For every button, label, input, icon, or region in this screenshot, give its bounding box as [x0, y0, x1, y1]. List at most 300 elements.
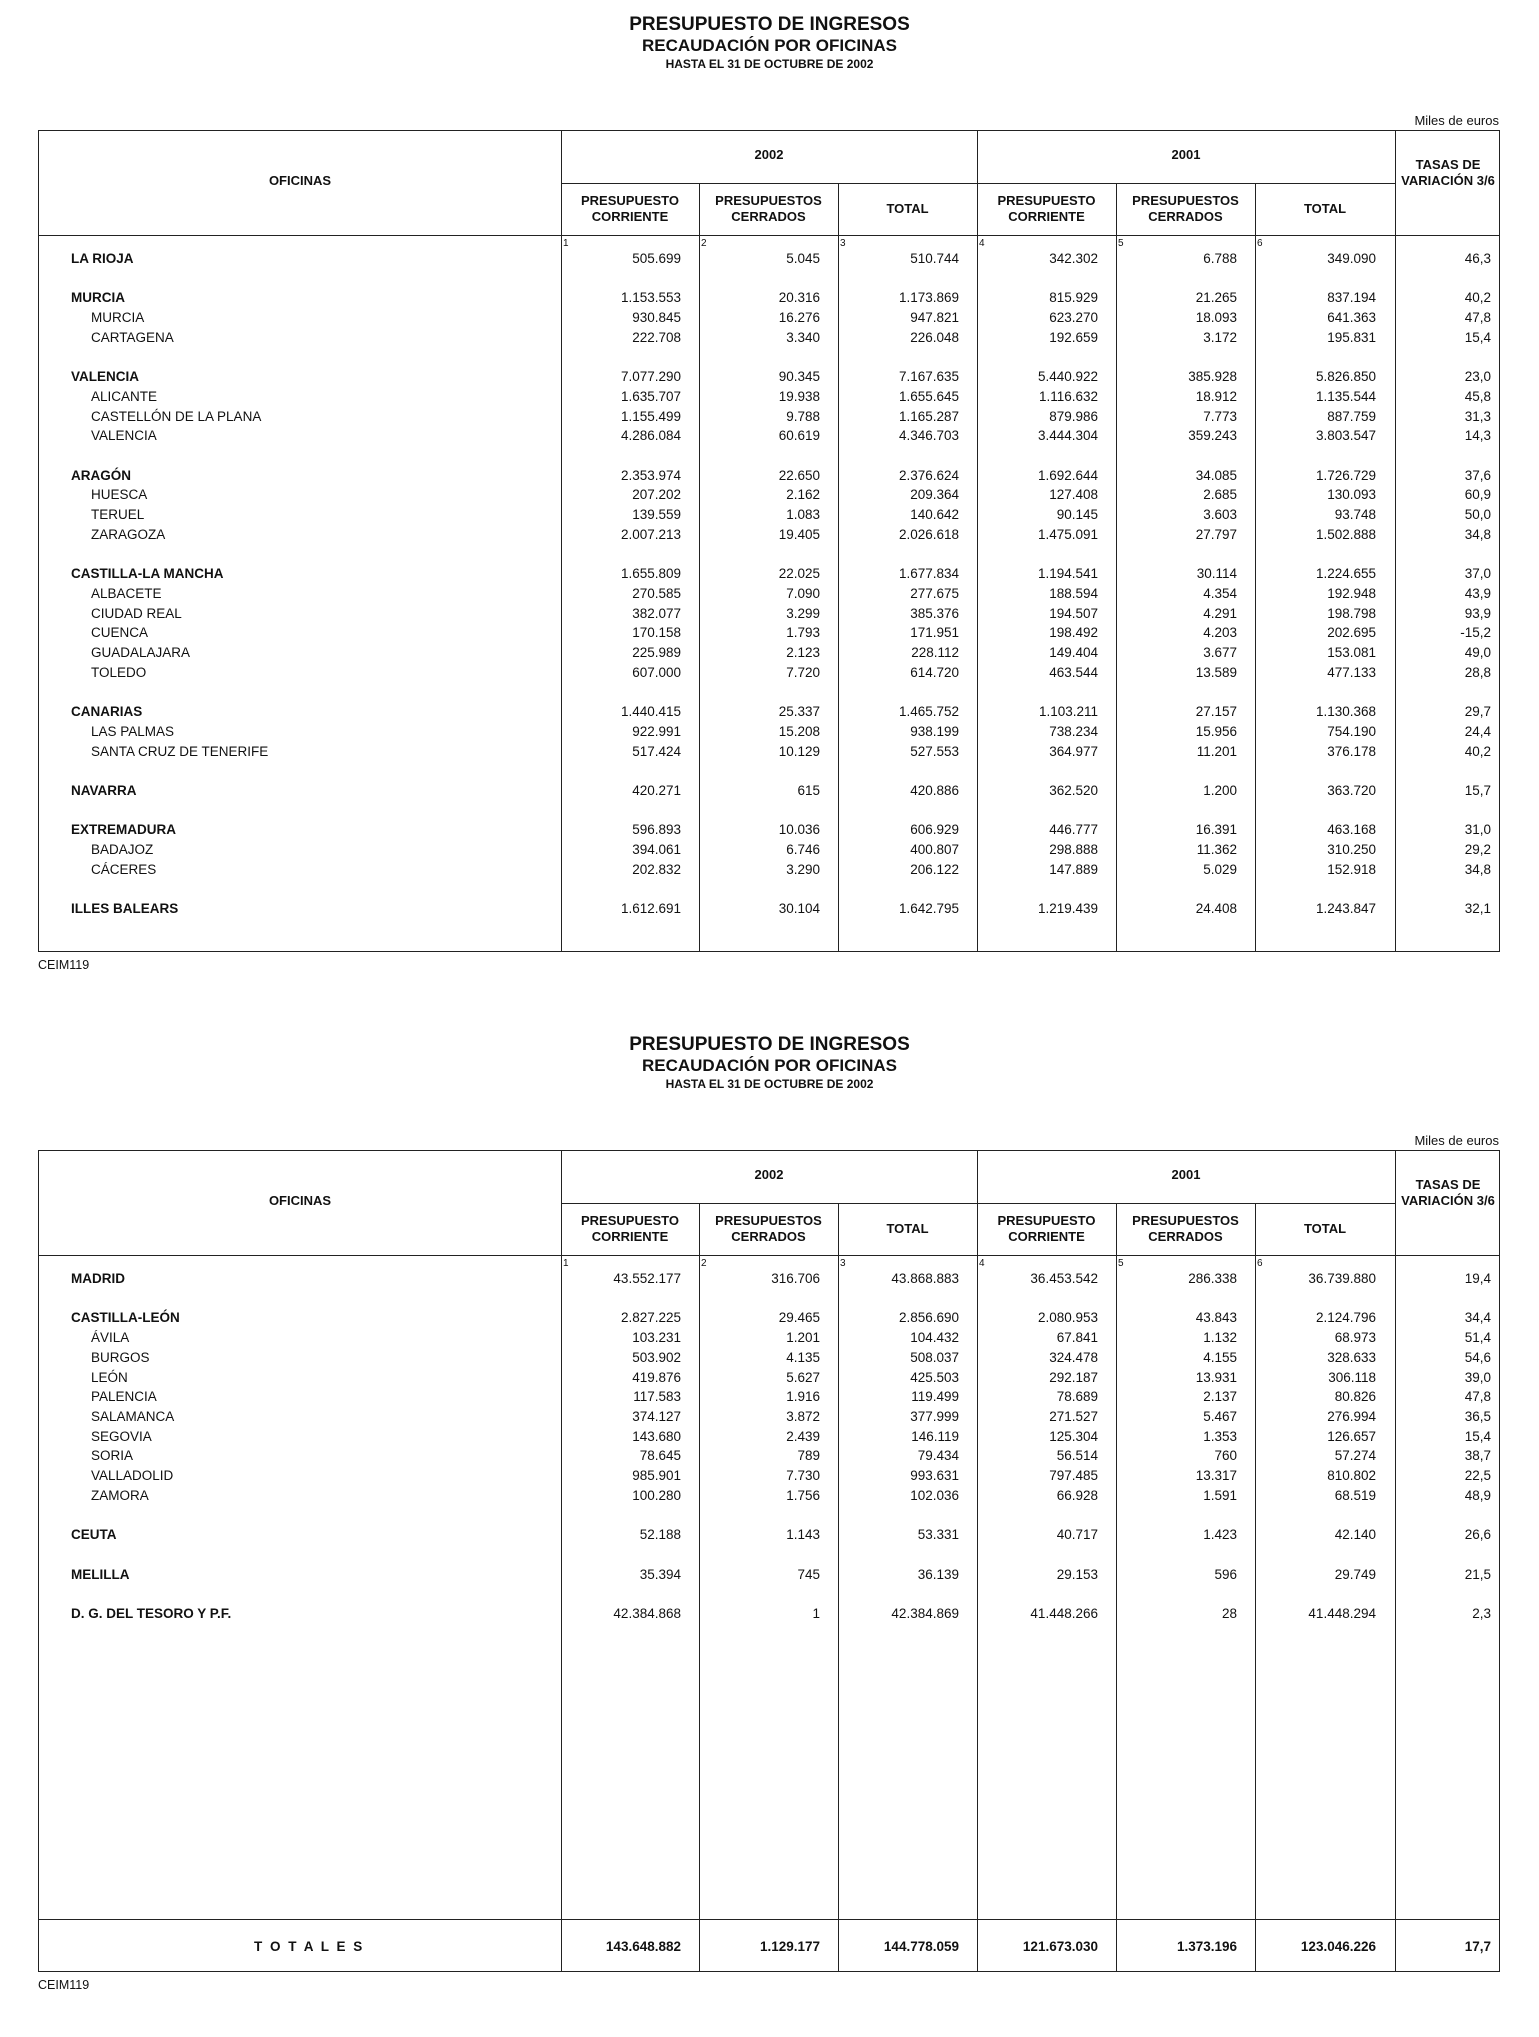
office-name: CIUDAD REAL [91, 605, 182, 621]
cell-value: 2,3 [1472, 1605, 1491, 1621]
cell-value: 39,0 [1464, 1369, 1491, 1385]
header-tasas-variacion: TASAS DE VARIACIÓN 3/6 [1401, 157, 1495, 188]
title-block [0, 14, 1539, 72]
cell-value: 19.938 [778, 388, 820, 404]
cell-value: 194.507 [1049, 605, 1098, 621]
cell-value: 78.689 [1056, 1389, 1098, 1405]
cell-value: 147.889 [1049, 861, 1098, 877]
page-date: HASTA EL 31 DE OCTUBRE DE 2002 [665, 1077, 874, 1091]
cell-value: 477.133 [1327, 664, 1376, 680]
header-year-2002: 2002 [754, 147, 784, 162]
cell-value: 364.977 [1049, 743, 1098, 759]
table-row [39, 487, 1499, 505]
office-name: NAVARRA [71, 782, 137, 798]
cell-value: 29.465 [778, 1310, 820, 1326]
table-row [39, 1488, 1499, 1506]
cell-value: 19.405 [778, 526, 820, 542]
cell-value: 505.699 [632, 251, 681, 266]
cell-value: 102.036 [910, 1487, 959, 1503]
cell-value: 3.803.547 [1315, 428, 1376, 444]
cell-value: 139.559 [632, 507, 681, 523]
cell-value: 1.655.645 [898, 388, 959, 404]
cell-value: 4.354 [1203, 585, 1237, 601]
office-name: MELILLA [71, 1566, 130, 1582]
cell-value: 754.190 [1327, 723, 1376, 739]
cell-value: 2.080.953 [1037, 1310, 1098, 1326]
cell-value: 222.708 [632, 329, 681, 345]
cell-value: 310.250 [1327, 842, 1376, 857]
cell-value: 596.893 [632, 822, 681, 838]
cell-value: 43.552.177 [613, 1271, 681, 1286]
cell-value: 1.224.655 [1315, 566, 1376, 582]
cell-value: 42.384.869 [891, 1605, 959, 1621]
cell-value: 41.448.294 [1308, 1605, 1376, 1621]
cell-value: 50,0 [1464, 507, 1491, 523]
cell-value: 34.085 [1195, 467, 1237, 483]
cell-value: 170.158 [632, 625, 681, 641]
table-row [39, 842, 1499, 860]
cell-value: 363.720 [1327, 782, 1376, 798]
cell-value: 1.635.707 [620, 388, 681, 404]
header-total: TOTAL [1303, 1221, 1347, 1236]
cell-value: 2.007.213 [620, 526, 681, 542]
cell-value: 16.391 [1195, 822, 1237, 838]
cell-value: 1.219.439 [1037, 901, 1098, 917]
office-name: CASTILLA-LEÓN [71, 1310, 180, 1326]
cell-value: 641.363 [1327, 310, 1376, 326]
cell-value: 13.317 [1195, 1468, 1237, 1483]
cell-value: 35.394 [639, 1566, 681, 1582]
table-row [39, 409, 1499, 427]
header-total: TOTAL [886, 1221, 929, 1236]
header-divider [39, 235, 1499, 236]
cell-value: 5.045 [786, 251, 820, 266]
cell-value: 202.832 [632, 861, 681, 877]
cell-value: 36.739.880 [1308, 1271, 1376, 1286]
cell-value: 11.362 [1196, 842, 1237, 857]
cell-value: 1.116.632 [1038, 388, 1098, 404]
title-block [0, 1034, 1539, 1092]
office-name: ZARAGOZA [91, 526, 166, 542]
cell-value: 202.695 [1327, 625, 1376, 641]
cell-value: 171.951 [910, 625, 959, 641]
cell-value: 815.929 [1049, 290, 1098, 306]
cell-value: 887.759 [1327, 408, 1376, 424]
column-number: 1 [563, 238, 569, 249]
column-number: 1 [563, 1258, 569, 1269]
office-name: SALAMANCA [91, 1408, 175, 1424]
table-row [39, 1409, 1499, 1427]
cell-value: 1.083 [786, 507, 820, 523]
header-presupuesto-corriente: PRESUPUESTO CORRIENTE [580, 1213, 679, 1244]
cell-value: 623.270 [1049, 310, 1098, 326]
header-divider [561, 183, 1395, 184]
cell-value: 1.677.834 [898, 566, 959, 582]
cell-value: 276.994 [1327, 1408, 1376, 1424]
table-row [39, 1567, 1499, 1585]
cell-value: 4.286.084 [620, 428, 681, 444]
cell-value: 79.434 [917, 1448, 959, 1464]
cell-value: 34,8 [1464, 861, 1491, 877]
totals-value: 121.673.030 [1022, 1939, 1098, 1954]
data-table [38, 130, 1500, 952]
office-name: D. G. DEL TESORO Y P.F. [71, 1605, 232, 1621]
cell-value: 1.726.729 [1315, 467, 1376, 483]
cell-value: 1.465.752 [898, 704, 959, 720]
cell-value: 1.201 [786, 1330, 820, 1346]
cell-value: 797.485 [1049, 1468, 1098, 1483]
cell-value: 1.153.553 [620, 290, 681, 306]
cell-value: 34,8 [1464, 526, 1491, 542]
cell-value: 1.353 [1203, 1428, 1237, 1444]
office-name: SEGOVIA [91, 1428, 152, 1444]
office-name: CARTAGENA [91, 329, 174, 345]
cell-value: 104.432 [910, 1330, 959, 1346]
cell-value: 13.931 [1195, 1369, 1237, 1385]
cell-value: 1.440.415 [620, 704, 681, 720]
data-table [38, 1150, 1500, 1972]
cell-value: 15,7 [1464, 782, 1491, 798]
table-row [39, 645, 1499, 663]
cell-value: 29.749 [1334, 1566, 1376, 1582]
cell-value: 879.986 [1049, 408, 1098, 424]
totals-value: 17,7 [1464, 1939, 1491, 1954]
cell-value: 400.807 [910, 842, 959, 857]
cell-value: 6.746 [786, 842, 820, 857]
cell-value: 15,4 [1464, 329, 1491, 345]
cell-value: 42.384.868 [613, 1605, 681, 1621]
cell-value: 22,5 [1464, 1468, 1491, 1483]
table-row [39, 527, 1499, 545]
cell-value: 24.408 [1195, 901, 1237, 917]
office-name: EXTREMADURA [71, 822, 177, 838]
cell-value: 24,4 [1464, 723, 1491, 739]
cell-value: 48,9 [1464, 1487, 1491, 1503]
cell-value: 7.090 [786, 585, 820, 601]
cell-value: 40.717 [1056, 1527, 1098, 1543]
cell-value: 100.280 [632, 1487, 681, 1503]
header-presupuestos-cerrados: PRESUPUESTOS CERRADOS [1132, 1213, 1239, 1244]
office-name: ALICANTE [91, 388, 158, 404]
cell-value: 2.856.690 [898, 1310, 959, 1326]
cell-value: 14,3 [1464, 428, 1491, 444]
table-row [39, 290, 1499, 308]
office-name: GUADALAJARA [91, 645, 191, 660]
table-row [39, 330, 1499, 348]
table-row [39, 822, 1499, 840]
cell-value: 54,6 [1464, 1349, 1491, 1365]
cell-value: 2.124.796 [1315, 1310, 1376, 1326]
header-total: TOTAL [1303, 201, 1347, 216]
office-name: ALBACETE [91, 585, 162, 601]
cell-value: 125.304 [1049, 1428, 1098, 1444]
cell-value: 15.208 [778, 723, 820, 739]
cell-value: 527.553 [910, 743, 959, 759]
table-row [39, 468, 1499, 486]
cell-value: 6.788 [1203, 251, 1237, 266]
header-divider [561, 1203, 1395, 1204]
cell-value: 18.912 [1195, 388, 1237, 404]
office-name: CASTELLÓN DE LA PLANA [91, 408, 262, 424]
totals-value: 144.778.059 [883, 1939, 959, 1954]
cell-value: 34,4 [1464, 1310, 1491, 1326]
cell-value: 149.404 [1049, 645, 1098, 660]
cell-value: 985.901 [632, 1468, 681, 1483]
column-number: 5 [1118, 1258, 1124, 1269]
cell-value: 270.585 [632, 585, 681, 601]
cell-value: 2.123 [786, 645, 820, 660]
cell-value: 377.999 [910, 1408, 959, 1424]
cell-value: 23,0 [1464, 369, 1491, 385]
table-row [39, 1448, 1499, 1466]
table-row [39, 1429, 1499, 1447]
header-presupuestos-cerrados: PRESUPUESTOS CERRADOS [1132, 193, 1239, 224]
cell-value: 3.677 [1203, 645, 1237, 660]
cell-value: 1.692.644 [1037, 467, 1098, 483]
cell-value: 2.685 [1203, 487, 1237, 503]
header-oficinas: OFICINAS [268, 173, 332, 188]
cell-value: 1.103.211 [1038, 704, 1098, 720]
cell-value: 36.139 [917, 1566, 959, 1582]
column-number: 3 [840, 1258, 846, 1269]
cell-value: 930.845 [632, 310, 681, 326]
cell-value: 463.168 [1327, 822, 1376, 838]
cell-value: 922.991 [632, 723, 681, 739]
cell-value: 5.440.922 [1037, 369, 1098, 385]
cell-value: 1.642.795 [898, 901, 959, 917]
page-section [0, 1020, 1539, 2030]
cell-value: 9.788 [786, 408, 820, 424]
cell-value: 359.243 [1188, 428, 1237, 444]
cell-value: 198.492 [1049, 625, 1098, 641]
cell-value: 837.194 [1327, 290, 1376, 306]
cell-value: 68.973 [1334, 1330, 1376, 1346]
column-number: 5 [1118, 238, 1124, 249]
table-row [39, 1606, 1499, 1624]
cell-value: 1.916 [786, 1389, 820, 1405]
office-name: VALENCIA [91, 428, 157, 444]
cell-value: 3.299 [786, 605, 820, 621]
cell-value: 25.337 [778, 704, 820, 720]
totals-label: T O T A L E S [254, 1939, 365, 1954]
cell-value: 463.544 [1049, 664, 1098, 680]
cell-value: 277.675 [910, 585, 959, 601]
totals-row [39, 1939, 1499, 1957]
cell-value: 1.155.499 [620, 408, 681, 424]
page-title: PRESUPUESTO DE INGRESOS [629, 14, 910, 35]
cell-value: 503.902 [632, 1349, 681, 1365]
cell-value: 93.748 [1334, 507, 1376, 523]
office-name: CÁCERES [91, 861, 157, 877]
table-row [39, 1271, 1499, 1289]
cell-value: 1.756 [786, 1487, 820, 1503]
table-row [39, 1527, 1499, 1545]
cell-value: 32,1 [1464, 901, 1491, 917]
cell-value: 5.627 [786, 1369, 820, 1385]
cell-value: 271.527 [1049, 1408, 1098, 1424]
office-name: PALENCIA [91, 1389, 157, 1405]
cell-value: 126.657 [1327, 1428, 1376, 1444]
cell-value: 1.423 [1203, 1527, 1237, 1543]
cell-value: 374.127 [632, 1408, 681, 1424]
office-name: LAS PALMAS [91, 723, 175, 739]
cell-value: 60.619 [778, 428, 820, 444]
office-name: TERUEL [91, 507, 145, 523]
header-total: TOTAL [886, 201, 929, 216]
header-presupuestos-cerrados: PRESUPUESTOS CERRADOS [715, 193, 822, 224]
cell-value: 28 [1221, 1605, 1237, 1621]
cell-value: 3.290 [786, 861, 820, 877]
units-label: Miles de euros [1414, 113, 1499, 128]
cell-value: 2.439 [786, 1428, 820, 1444]
cell-value: 36,5 [1464, 1408, 1491, 1424]
cell-value: 22.025 [778, 566, 820, 582]
cell-value: 29,2 [1464, 842, 1491, 857]
office-name: TOLEDO [91, 664, 147, 680]
cell-value: 188.594 [1049, 585, 1098, 601]
table-row [39, 369, 1499, 387]
cell-value: 43.868.883 [891, 1271, 959, 1286]
cell-value: 596 [1214, 1566, 1237, 1582]
cell-value: 67.841 [1056, 1330, 1098, 1346]
cell-value: 362.520 [1049, 782, 1098, 798]
cell-value: 298.888 [1049, 842, 1098, 857]
cell-value: 3.340 [786, 329, 820, 345]
cell-value: 7.773 [1203, 408, 1237, 424]
totals-divider [39, 1919, 1499, 1920]
totals-value: 1.129.177 [759, 1939, 820, 1954]
cell-value: 1.591 [1203, 1487, 1237, 1503]
footer-code: CEIM119 [38, 958, 90, 972]
table-row [39, 389, 1499, 407]
cell-value: 2.827.225 [620, 1310, 681, 1326]
cell-value: 615 [797, 782, 820, 798]
cell-value: 420.886 [910, 782, 959, 798]
cell-value: 46,3 [1464, 251, 1491, 266]
cell-value: 1.165.287 [898, 408, 959, 424]
header-presupuesto-corriente: PRESUPUESTO CORRIENTE [997, 193, 1096, 224]
office-name: VALENCIA [71, 369, 140, 385]
cell-value: 789 [797, 1448, 820, 1464]
office-name: ZAMORA [91, 1487, 149, 1503]
column-number: 4 [979, 1258, 985, 1269]
cell-value: 286.338 [1188, 1271, 1237, 1286]
cell-value: 19,4 [1464, 1271, 1491, 1286]
table-row [39, 1310, 1499, 1328]
cell-value: 90.345 [778, 369, 820, 385]
column-number: 3 [840, 238, 846, 249]
table-row [39, 862, 1499, 880]
cell-value: 810.802 [1327, 1468, 1376, 1483]
cell-value: 43,9 [1464, 585, 1491, 601]
cell-value: 1.135.544 [1315, 388, 1376, 404]
page-subtitle: RECAUDACIÓN POR OFICINAS [641, 1056, 897, 1075]
cell-value: 342.302 [1049, 251, 1098, 266]
cell-value: 738.234 [1049, 723, 1098, 739]
cell-value: 5.826.850 [1315, 369, 1376, 385]
cell-value: 3.444.304 [1037, 428, 1098, 444]
cell-value: 146.119 [911, 1428, 959, 1444]
cell-value: 1 [812, 1605, 820, 1621]
cell-value: 15,4 [1464, 1428, 1491, 1444]
cell-value: 140.642 [910, 507, 959, 523]
column-number: 6 [1257, 238, 1263, 249]
cell-value: 10.129 [778, 743, 820, 759]
cell-value: 508.037 [910, 1349, 959, 1365]
cell-value: 1.655.809 [620, 566, 681, 582]
cell-value: 11.201 [1196, 743, 1237, 759]
column-number: 2 [701, 1258, 707, 1269]
column-number: 4 [979, 238, 985, 249]
cell-value: 60,9 [1464, 487, 1491, 503]
cell-value: 103.231 [632, 1330, 681, 1346]
cell-value: 607.000 [632, 664, 681, 680]
office-name: CUENCA [91, 625, 149, 641]
cell-value: 760 [1214, 1448, 1237, 1464]
header-presupuesto-corriente: PRESUPUESTO CORRIENTE [997, 1213, 1096, 1244]
cell-value: 21,5 [1464, 1566, 1491, 1582]
office-name: LA RIOJA [71, 251, 134, 266]
cell-value: 7.167.635 [898, 369, 959, 385]
totals-value: 123.046.226 [1300, 1939, 1376, 1954]
header-tasas-variacion: TASAS DE VARIACIÓN 3/6 [1401, 1177, 1495, 1208]
cell-value: 21.265 [1195, 290, 1237, 306]
table-row [39, 586, 1499, 604]
column-number: 2 [701, 238, 707, 249]
cell-value: 37,6 [1464, 467, 1491, 483]
cell-value: 206.122 [910, 861, 959, 877]
header-divider [39, 1255, 1499, 1256]
cell-value: 5.029 [1203, 861, 1237, 877]
office-name: CASTILLA-LA MANCHA [71, 566, 224, 582]
cell-value: 947.821 [910, 310, 959, 326]
cell-value: 938.199 [910, 723, 959, 739]
cell-value: 1.200 [1203, 782, 1237, 798]
cell-value: 2.162 [786, 487, 820, 503]
cell-value: 226.048 [910, 329, 959, 345]
table-row [39, 428, 1499, 446]
cell-value: 130.093 [1327, 487, 1376, 503]
cell-value: 425.503 [910, 1369, 959, 1385]
cell-value: 153.081 [1327, 645, 1376, 660]
cell-value: 198.798 [1327, 605, 1376, 621]
cell-value: 606.929 [910, 822, 959, 838]
cell-value: 1.793 [786, 625, 820, 641]
office-name: VALLADOLID [91, 1468, 174, 1483]
cell-value: 614.720 [910, 664, 959, 680]
cell-value: 18.093 [1195, 310, 1237, 326]
table-row [39, 1389, 1499, 1407]
cell-value: 420.271 [632, 782, 681, 798]
office-name: MURCIA [71, 290, 125, 306]
cell-value: 38,7 [1464, 1448, 1491, 1464]
cell-value: 49,0 [1464, 645, 1491, 660]
page-date: HASTA EL 31 DE OCTUBRE DE 2002 [665, 57, 874, 71]
cell-value: 385.928 [1188, 369, 1237, 385]
cell-value: 446.777 [1049, 822, 1098, 838]
cell-value: 2.137 [1203, 1389, 1237, 1405]
cell-value: 1.194.541 [1037, 566, 1098, 582]
cell-value: 4.203 [1203, 625, 1237, 641]
cell-value: 30.104 [778, 901, 820, 917]
table-row [39, 1350, 1499, 1368]
cell-value: 36.453.542 [1030, 1271, 1098, 1286]
cell-value: 385.376 [910, 605, 959, 621]
cell-value: 31,0 [1464, 822, 1491, 838]
cell-value: 45,8 [1464, 388, 1491, 404]
office-name: MADRID [71, 1271, 125, 1286]
cell-value: 419.876 [632, 1369, 681, 1385]
